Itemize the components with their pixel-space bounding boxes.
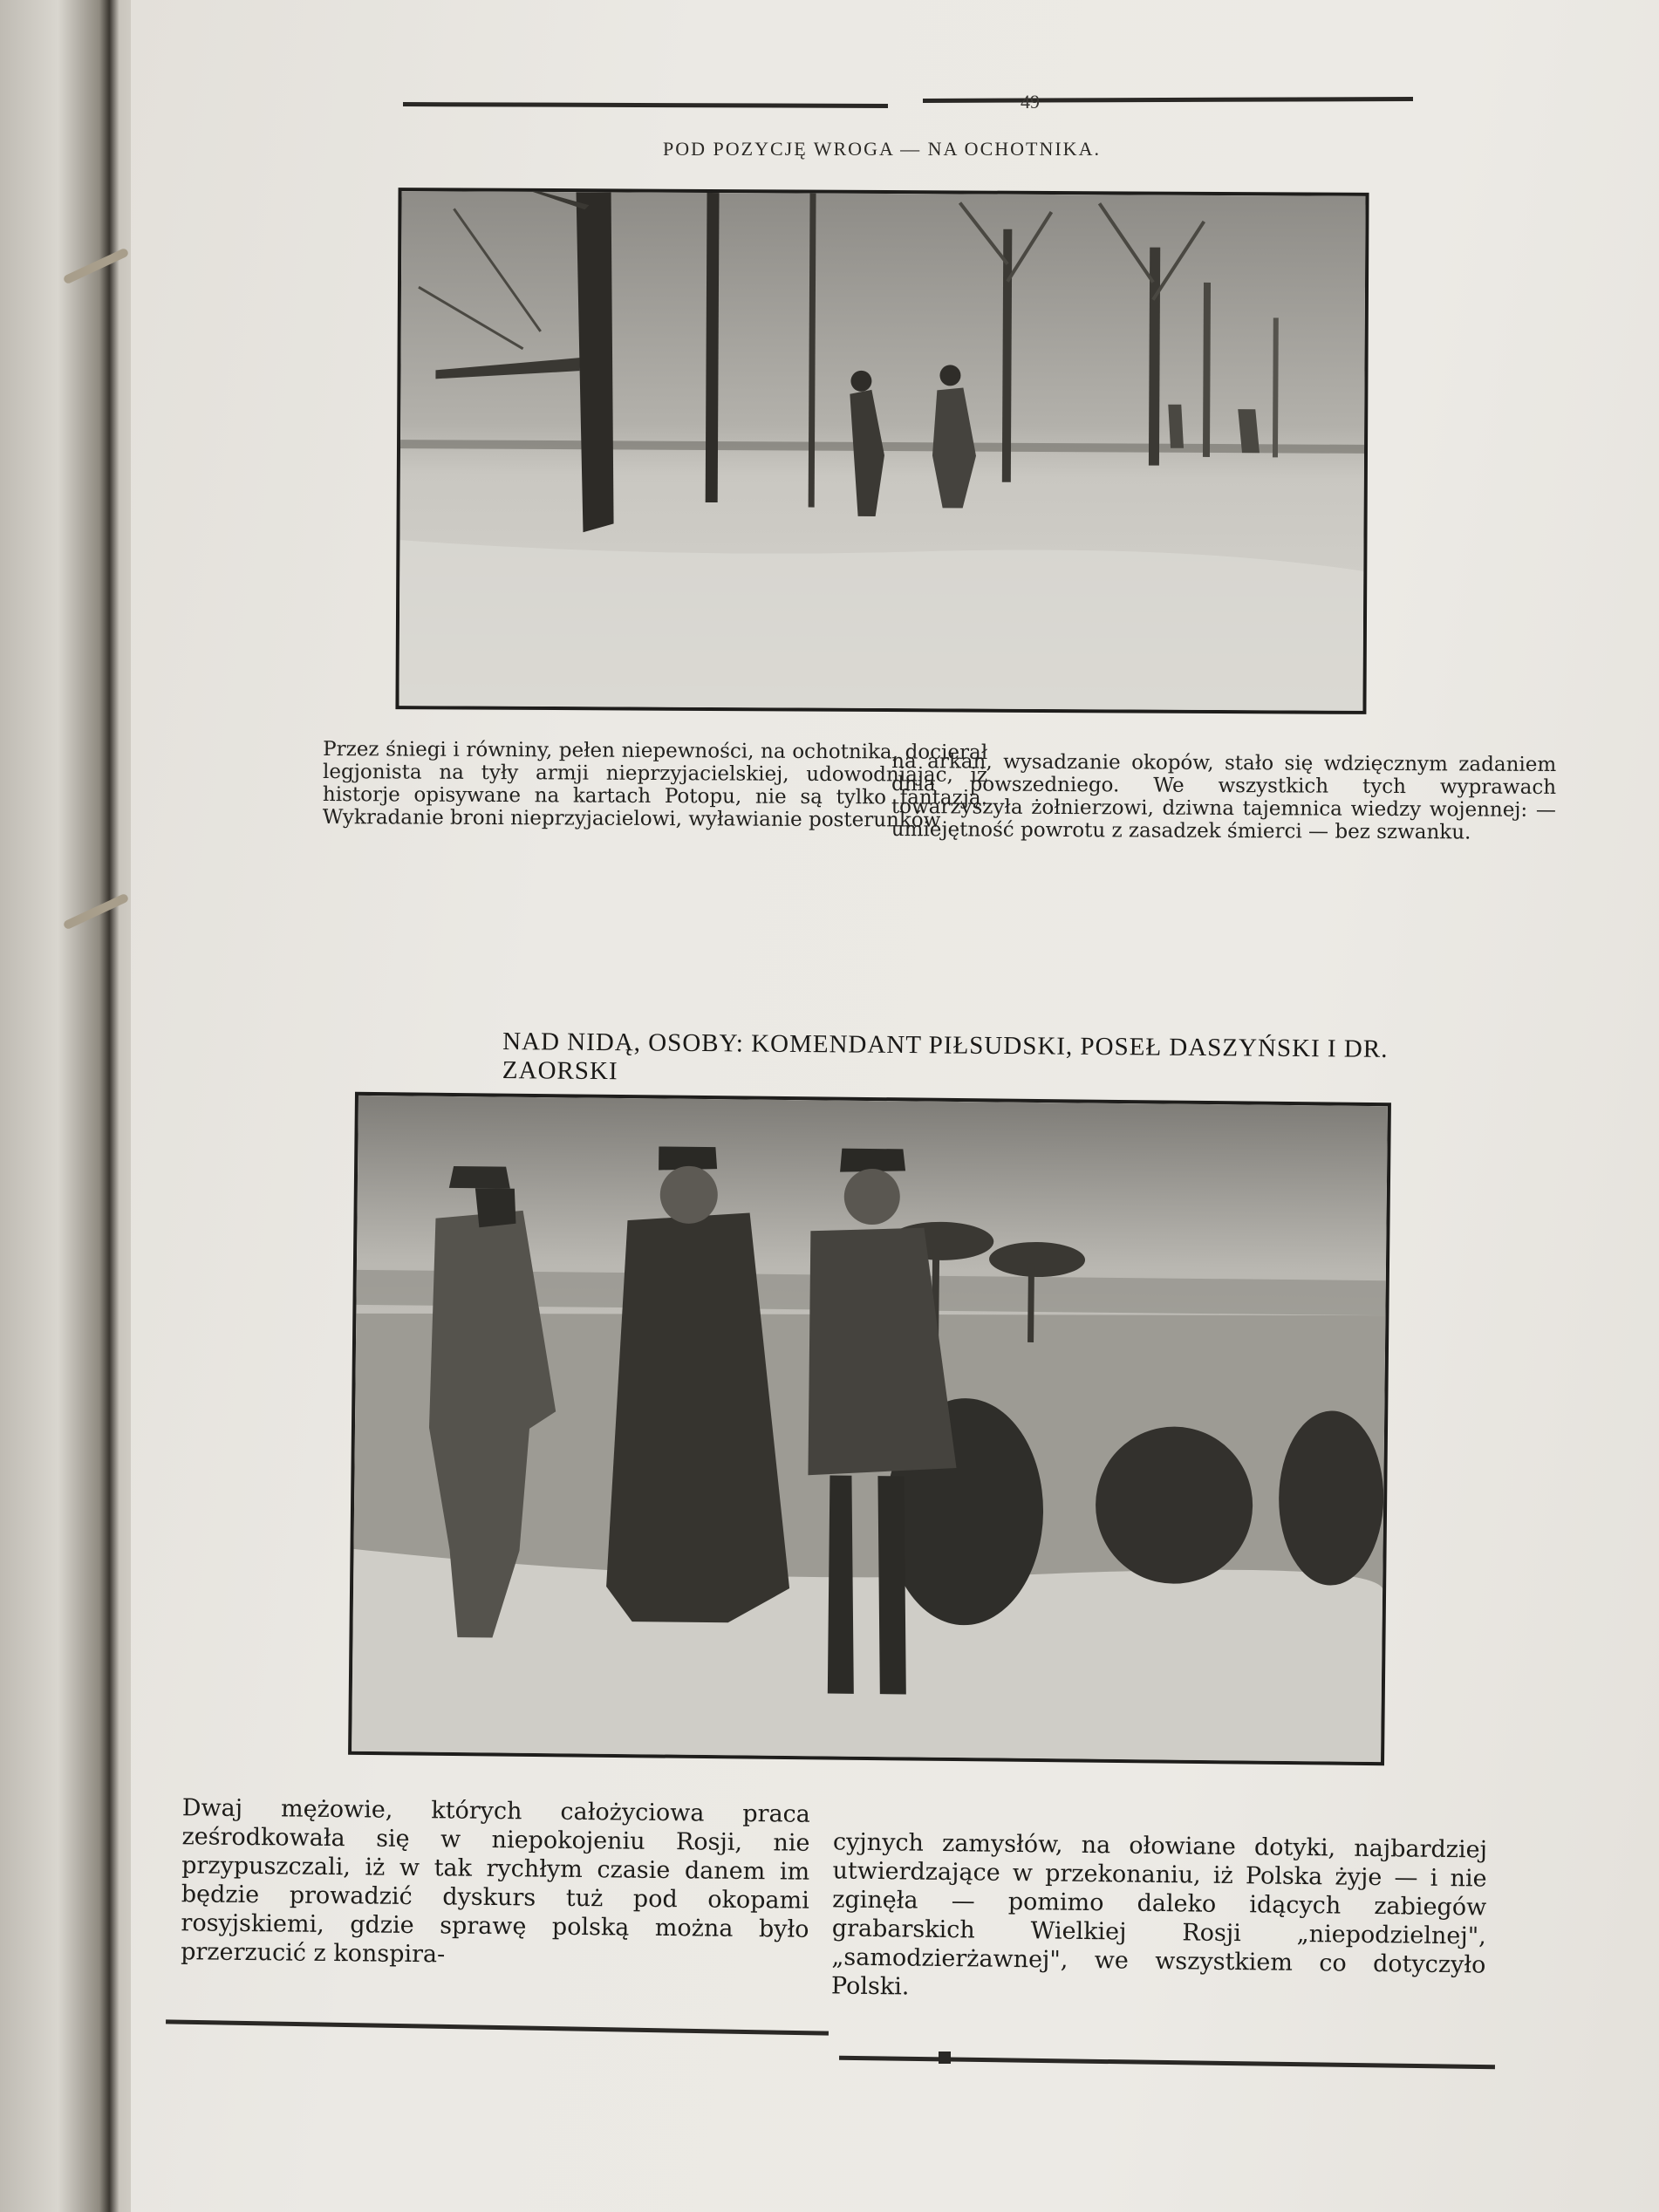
upper-caption-right: na arkan, wysadzanie okopów, stało się wdzięcznym zadaniem dnia powszedniego. We wszystkich tych wyprawach towarzyszyła żołnierzowi, dziwna tajemnica wiedzy wojennej: — umiejętność powrotu z zasadzek śmierci — bez szwanku.	[891, 750, 1557, 844]
running-head: POD POZYCJĘ WROGA — NA OCHOTNIKA.	[663, 138, 1101, 160]
header-rule-left	[403, 102, 888, 108]
section-title: NAD NIDĄ, OSOBY: KOMENDANT PIŁSUDSKI, POSEŁ DASZYŃSKI I DR. ZAORSKI	[502, 1027, 1389, 1086]
photo-soldiers-in-snow	[395, 188, 1369, 714]
binding-thread	[63, 248, 130, 285]
snow-scene-image	[399, 191, 1365, 711]
lower-caption-left: Dwaj mężowie, których całożyciowa praca ześrodkowała się w niepokojeniu Rosji, nie przypuszczali, iż w tak rychłym czasie danem im będzie prowadzić dyskurs tuż pod okopami rosyjskiemi, gdzie sprawę polską można było przerzucić z konspira-	[180, 1794, 811, 1969]
footer-rule-right	[839, 2056, 1495, 2069]
header-rule-right	[923, 97, 1413, 103]
page-number: 49	[1021, 91, 1040, 113]
three-men-image	[352, 1096, 1388, 1762]
lower-caption-right: cyjnych zamysłów, na ołowiane dotyki, najbardziej utwierdzające w przekonaniu, iż Polska żyje — i nie zginęła — pomimo daleko idących zabiegów grabarskich Wielkiej Rosji „niepodzielnej", „samodzierżawnej", we wszystkiem co dotyczyło Polski.	[830, 1828, 1488, 2001]
upper-caption-left: Przez śniegi i równiny, pełen niepewności, na ochotnika, docierał legjonista na tyły armji nieprzyjacielskiej, udowodniając, iż historje opisywane na kartach Potopu, nie są tylko fantazją. Wykradanie broni nieprzyjacielowi, wyławianie posterunków	[322, 738, 988, 832]
photo-three-men	[348, 1092, 1391, 1765]
footer-rule-left	[166, 2019, 829, 2035]
binding-thread	[63, 893, 130, 931]
book-page	[131, 0, 1659, 2212]
